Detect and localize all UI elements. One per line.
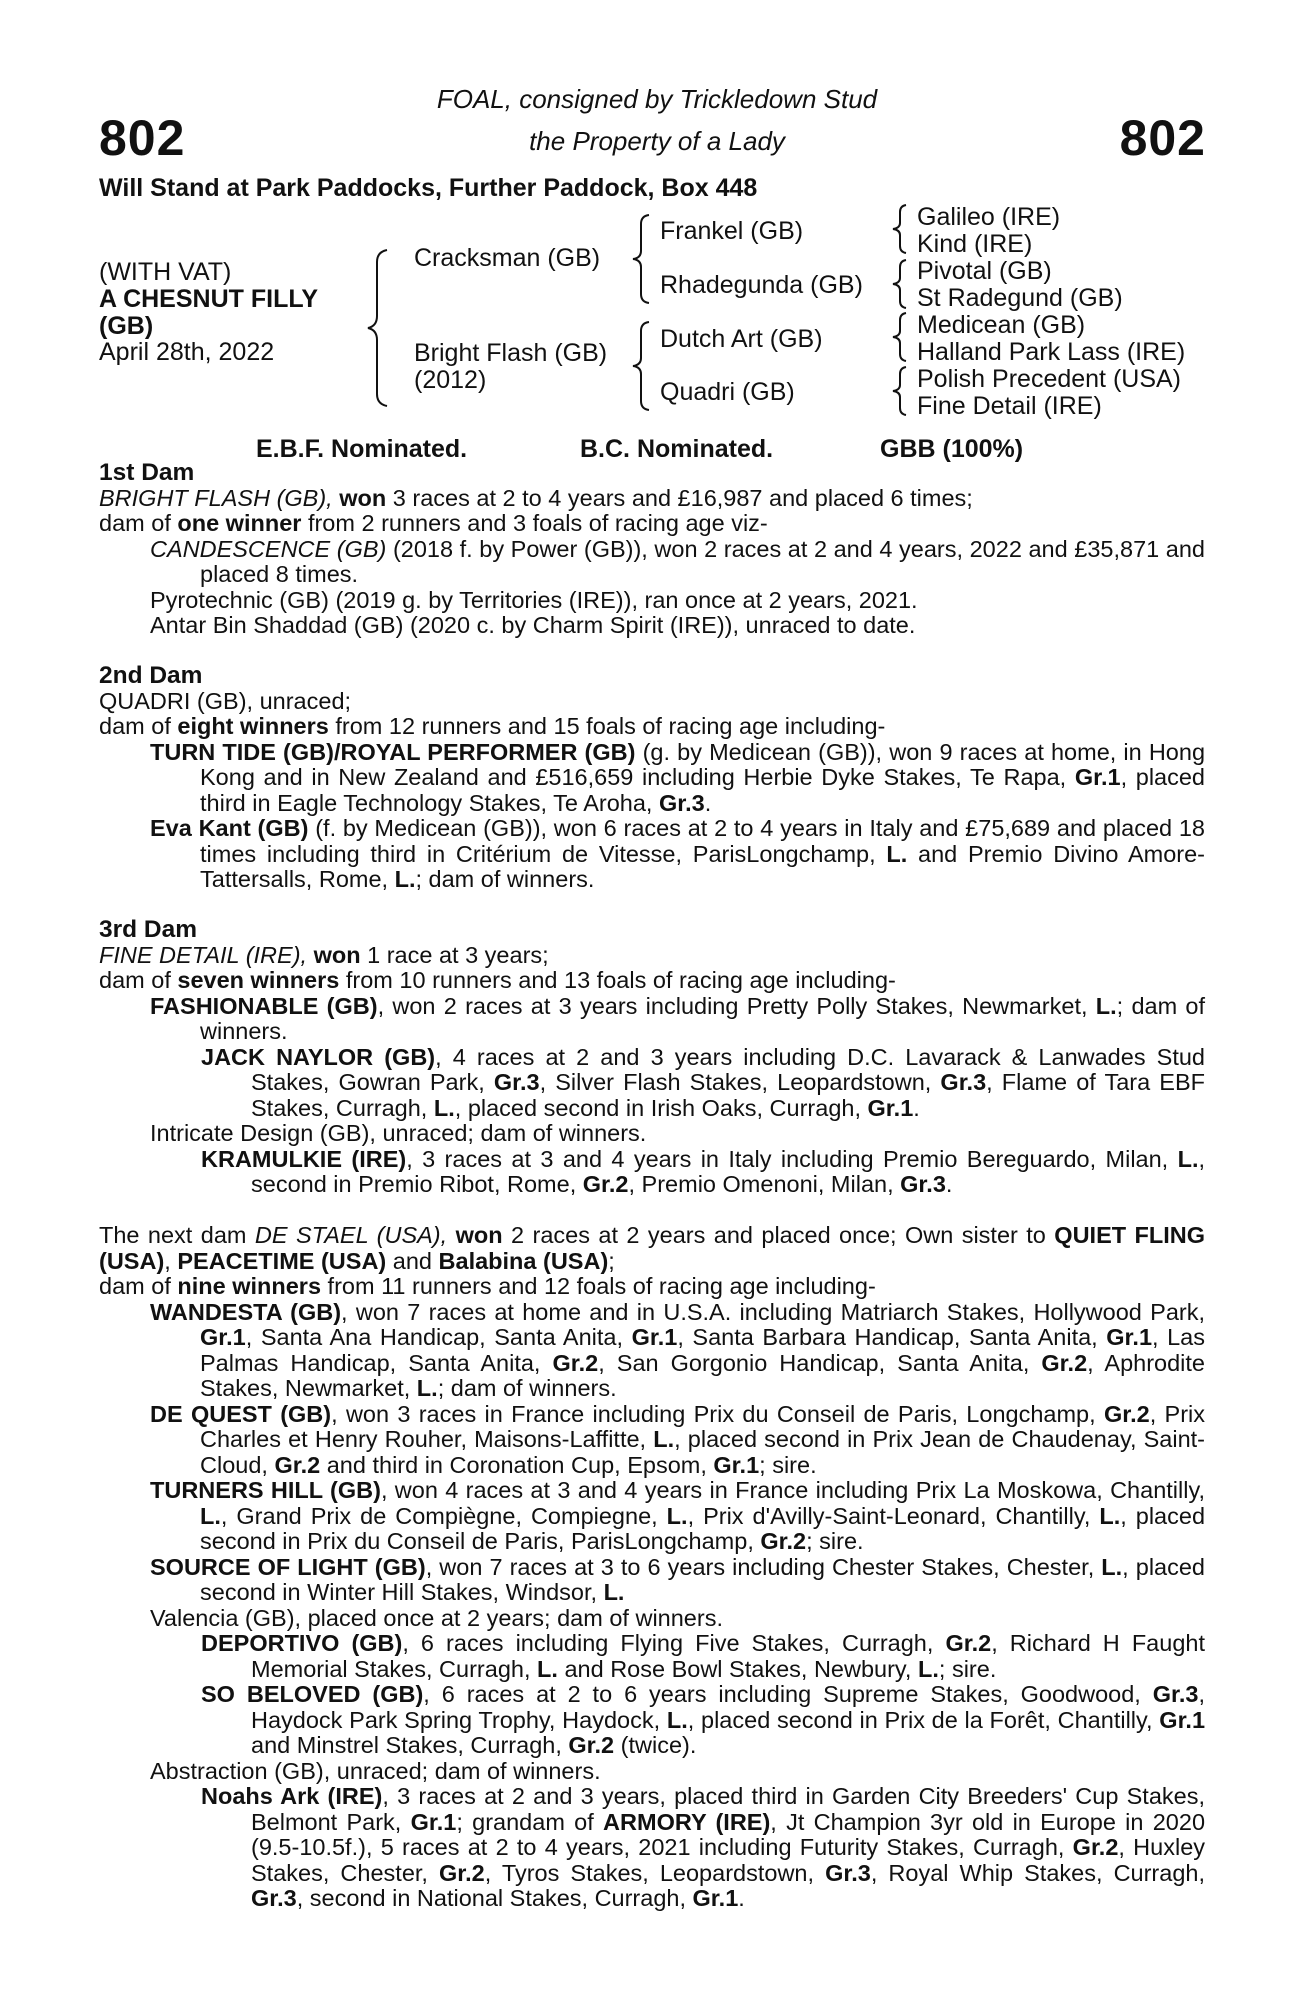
- second-dam-produce: dam of eight winners from 12 runners and 15 foals of racing age including-: [99, 713, 886, 739]
- ggp-5: Medicean (GB): [917, 311, 1086, 339]
- consignor-line: FOAL, consigned by Trickledown Stud: [436, 84, 878, 114]
- bc-nomination: B.C. Nominated.: [580, 435, 774, 463]
- offspring-de-quest: DE QUEST (GB), won 3 races in France including Prix du Conseil de Paris, Longchamp, Gr.2, Prix Charles et Henry Rouher, Maisons-Laffitte, L., placed second in Prix Jean de Chaudenay, Saint-Cloud, Gr.2 and third in Coronation Cup, Epsom, Gr.1; sire.: [150, 1400, 1206, 1478]
- ggp-6: Halland Park Lass (IRE): [917, 338, 1186, 366]
- pedigree-brace-ggp2: [890, 258, 912, 310]
- third-dam-section: [99, 917, 1205, 1198]
- next-dam-record: The next dam DE STAEL (USA), won 2 races at 2 years and placed once; Own sister to QUIET FLING (USA), PEACETIME (USA) and Balabina (USA);: [99, 1222, 1206, 1274]
- ggp-3: Pivotal (GB): [917, 257, 1052, 285]
- third-dam-heading: 3rd Dam: [99, 916, 198, 943]
- first-dam-section: [99, 460, 1205, 639]
- pedigree-brace-dam: [630, 320, 656, 412]
- ggp-1: Galileo (IRE): [917, 203, 1061, 231]
- pedigree-brace-ggp1: [890, 203, 912, 255]
- foaling-date: April 28th, 2022: [99, 338, 275, 367]
- ggp-4: St Radegund (GB): [917, 284, 1123, 312]
- vendor-line: the Property of a Lady: [529, 126, 785, 156]
- second-dam-section: [99, 663, 1205, 893]
- lot-number-right: 802: [1119, 110, 1206, 166]
- lot-number-left: 802: [99, 110, 186, 166]
- third-dam-record: FINE DETAIL (IRE), won 1 race at 3 years;: [99, 941, 549, 968]
- offspring-wandesta: WANDESTA (GB), won 7 races at home and in U.S.A. including Matriarch Stakes, Hollywood Park, Gr.1, Santa Ana Handicap, Santa Anita, Gr.1, Santa Barbara Handicap, Santa Anita, Gr.1, Las Palmas Handicap, Santa Anita, Gr.2, San Gorgonio Handicap, Santa Anita, Gr.2, Aphrodite Stakes, Newmarket, L.; dam of winners.: [150, 1298, 1205, 1401]
- first-dam-record: BRIGHT FLASH (GB), won 3 races at 2 to 4 years and £16,987 and placed 6 times;: [99, 484, 973, 511]
- dam-dam: Quadri (GB): [660, 378, 795, 406]
- offspring-candescence: CANDESCENCE (GB) (2018 f. by Power (GB)), won 2 races at 2 and 4 years, 2022 and £35,871 and placed 8 times.: [150, 535, 1205, 587]
- horse-name: A CHESNUT FILLY: [99, 284, 318, 313]
- horse-details: [99, 259, 318, 366]
- first-dam-heading: 1st Dam: [99, 459, 195, 486]
- horse-country: (GB): [99, 311, 154, 340]
- offspring-source-of-light: SOURCE OF LIGHT (GB), won 7 races at 3 to 6 years including Chester Stakes, Chester, L., placed second in Winter Hill Stakes, Windsor, L.: [150, 1553, 1205, 1605]
- pedigree-brace-ggp4: [890, 365, 912, 417]
- offspring-eva-kant: Eva Kant (GB) (f. by Medicean (GB)), won 6 races at 2 to 4 years in Italy and £75,689 and placed 18 times including third in Critérium de Vitesse, ParisLongchamp, L. and Premio Divino Amore-Tattersalls, Rome, L.; dam of winners.: [150, 815, 1205, 892]
- grandoffspring-noahs-ark: Noahs Ark (IRE), 3 races at 2 and 3 years, placed third in Garden City Breeders' Cup Stakes, Belmont Park, Gr.1; grandam of ARMORY (IRE), Jt Champion 3yr old in Europe in 2020 (9.5-10.5f.), 5 races at 2 to 4 years, 2021 including Futurity Stakes, Curragh, Gr.2, Huxley Stakes, Chester, Gr.2, Tyros Stakes, Leopardstown, Gr.3, Royal Whip Stakes, Curragh, Gr.3, second in National Stakes, Curragh, Gr.1.: [201, 1783, 1206, 1911]
- grandoffspring-so-beloved: SO BELOVED (GB), 6 races at 2 to 6 years including Supreme Stakes, Goodwood, Gr.3, Haydock Park Spring Trophy, Haydock, L., placed second in Prix de la Forêt, Chantilly, Gr.1 and Minstrel Stakes, Curragh, Gr.2 (twice).: [201, 1681, 1206, 1758]
- offspring-antar: Antar Bin Shaddad (GB) (2020 c. by Charm Spirit (IRE)), unraced to date.: [150, 612, 916, 638]
- offspring-intricate-design: Intricate Design (GB), unraced; dam of winners.: [150, 1120, 647, 1146]
- ggp-7: Polish Precedent (USA): [917, 365, 1182, 393]
- ebf-nomination: E.B.F. Nominated.: [256, 435, 468, 463]
- grandoffspring-deportivo: DEPORTIVO (GB), 6 races including Flying Five Stakes, Curragh, Gr.2, Richard H Faught Memorial Stakes, Curragh, L. and Rose Bowl Stakes, Newbury, L.; sire.: [201, 1630, 1205, 1682]
- pedigree-brace-ggp3: [890, 311, 912, 363]
- offspring-abstraction: Abstraction (GB), unraced; dam of winners.: [150, 1757, 601, 1784]
- offspring-valencia: Valencia (GB), placed once at 2 years; dam of winners.: [150, 1604, 723, 1631]
- grandoffspring-jack-naylor: JACK NAYLOR (GB), 4 races at 2 and 3 years including D.C. Lavarack & Lanwades Stud Stakes, Gowran Park, Gr.3, Silver Flash Stakes, Leopardstown, Gr.3, Flame of Tara EBF Stakes, Curragh, L., placed second in Irish Oaks, Curragh, Gr.1.: [201, 1043, 1206, 1121]
- ggp-2: Kind (IRE): [917, 230, 1033, 258]
- ggp-8: Fine Detail (IRE): [917, 392, 1102, 420]
- dam-name: Bright Flash (GB): [414, 339, 608, 367]
- gbb-rating: GBB (100%): [880, 435, 1024, 463]
- pedigree-brace-main: [365, 248, 395, 408]
- third-dam-produce: dam of seven winners from 10 runners and 13 foals of racing age including-: [99, 967, 896, 993]
- next-dam-section: [99, 1223, 1205, 1912]
- next-dam-produce: dam of nine winners from 11 runners and 12 foals of racing age including-: [99, 1273, 876, 1299]
- stand-location: Will Stand at Park Paddocks, Further Paddock, Box 448: [99, 174, 758, 202]
- sire-sire: Frankel (GB): [660, 217, 804, 245]
- grandoffspring-kramulkie: KRAMULKIE (IRE), 3 races at 3 and 4 years in Italy including Premio Bereguardo, Milan, L., second in Premio Ribot, Rome, Gr.2, Premio Omenoni, Milan, Gr.3.: [201, 1145, 1206, 1197]
- second-dam-record: QUADRI (GB), unraced;: [99, 687, 352, 714]
- pedigree-brace-sire: [630, 213, 656, 305]
- first-dam-produce: dam of one winner from 2 runners and 3 foals of racing age viz-: [99, 510, 768, 536]
- offspring-turn-tide: TURN TIDE (GB)/ROYAL PERFORMER (GB) (g. by Medicean (GB)), won 9 races at home, in Hong Kong and in New Zealand and £516,659 including Herbie Dyke Stakes, Te Rapa, Gr.1, placed third in Eagle Technology Stakes, Te Aroha, Gr.3.: [150, 738, 1206, 816]
- sire-dam: Rhadegunda (GB): [660, 271, 863, 299]
- offspring-turners-hill: TURNERS HILL (GB), won 4 races at 3 and 4 years in France including Prix La Moskowa, Chantilly, L., Grand Prix de Compiègne, Compiegne, L., Prix d'Avilly-Saint-Leonard, Chantilly, L., placed second in Prix du Conseil de Paris, ParisLongchamp, Gr.2; sire.: [150, 1477, 1206, 1554]
- dam-sire: Dutch Art (GB): [660, 325, 823, 353]
- vat-label: (WITH VAT): [99, 258, 232, 286]
- offspring-fashionable: FASHIONABLE (GB), won 2 races at 3 years including Pretty Polly Stakes, Newmarket, L.; dam of winners.: [150, 992, 1206, 1044]
- sire-name: Cracksman (GB): [414, 244, 601, 272]
- offspring-pyrotechnic: Pyrotechnic (GB) (2019 g. by Territories (IRE)), ran once at 2 years, 2021.: [150, 586, 918, 613]
- second-dam-heading: 2nd Dam: [99, 662, 203, 689]
- dam-year: (2012): [414, 366, 487, 394]
